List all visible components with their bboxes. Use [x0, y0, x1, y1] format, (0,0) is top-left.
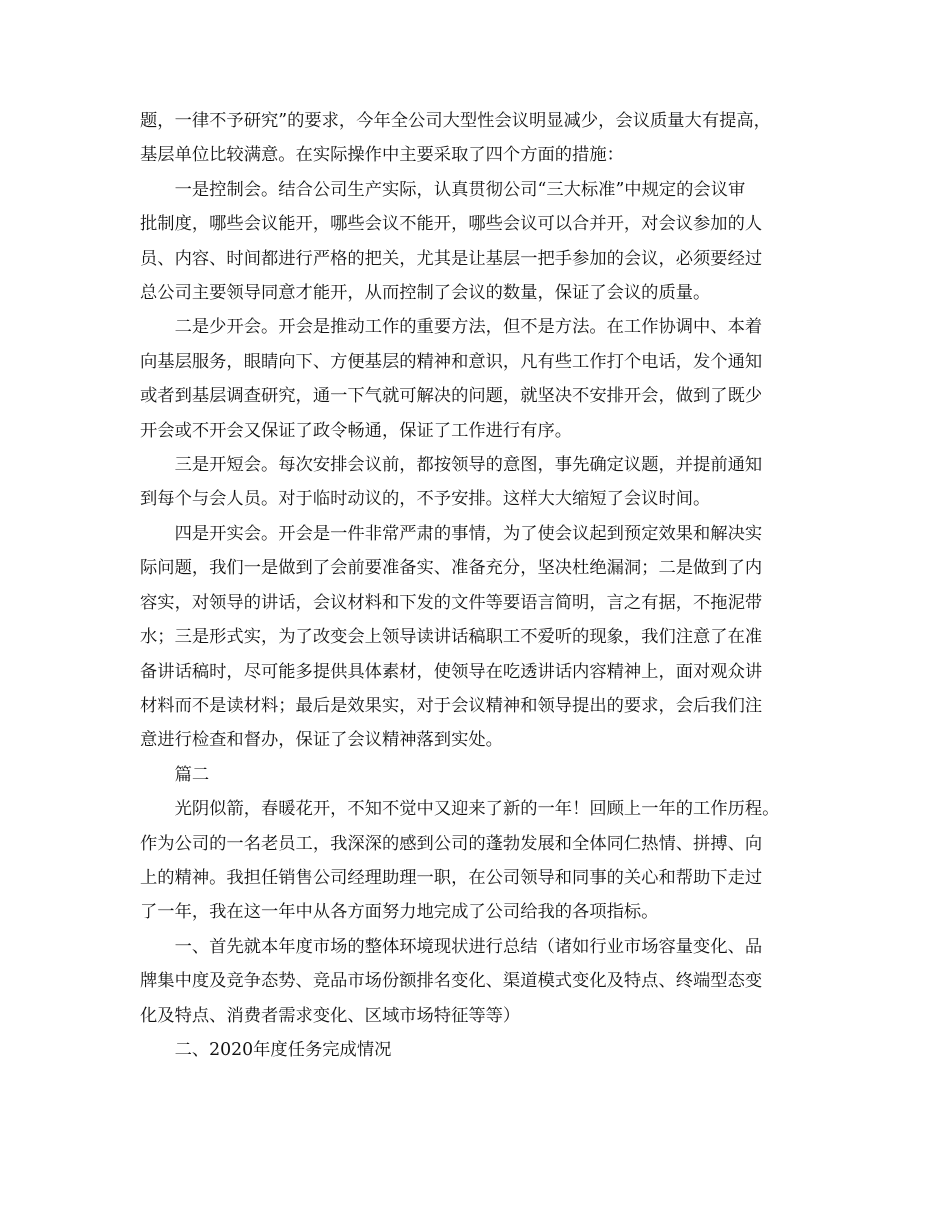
section-heading — [140, 758, 813, 792]
paragraph — [140, 930, 813, 1033]
text-line: 牌集中度及竞争态势、竞品市场份额排名变化、渠道模式变化及特点、终端型态变 — [140, 971, 763, 992]
text-line: 向基层服务，眼睛向下、方便基层的精神和意识，凡有些工作打个电话，发个通知 — [140, 351, 763, 372]
paragraph — [140, 104, 813, 173]
text-line: 一、首先就本年度市场的整体环境现状进行总结（诸如行业市场容量变化、品 — [174, 936, 763, 957]
paragraph — [140, 173, 813, 311]
text-line: 光阴似箭，春暖花开，不知不觉中又迎来了新的一年！回顾上一年的工作历程。 — [174, 799, 780, 820]
document-page — [140, 104, 813, 1067]
paragraph — [140, 517, 813, 758]
text-line: 备讲话稿时，尽可能多提供具体素材，使领导在吃透讲话内容精神上，面对观众讲 — [140, 661, 763, 682]
text-line: 上的精神。我担任销售公司经理助理一职，在公司领导和同事的关心和帮助下走过 — [140, 867, 763, 888]
text-line: 意进行检查和督办，保证了会议精神落到实处。 — [140, 730, 503, 751]
text-line: 到每个与会人员。对于临时动议的，不予安排。这样大大缩短了会议时间。 — [140, 489, 711, 510]
text-line: 作为公司的一名老员工，我深深的感到公司的蓬勃发展和全体同仁热情、拼搏、向 — [140, 833, 763, 854]
text-line: 材料而不是读材料；最后是效果实，对于会议精神和领导提出的要求，会后我们注 — [140, 695, 763, 716]
text-line: 水；三是形式实，为了改变会上领导读讲话稿职工不爱听的现象，我们注意了在准 — [140, 627, 763, 648]
text-line: 开会或不开会又保证了政令畅通，保证了工作进行有序。 — [140, 420, 573, 441]
text-line: 际问题，我们一是做到了会前要准备实、准备充分，坚决杜绝漏洞；二是做到了内 — [140, 558, 763, 579]
text-line: 容实，对领导的讲话，会议材料和下发的文件等要语言简明，言之有据，不拖泥带 — [140, 592, 763, 613]
text-line: 篇二 — [174, 764, 210, 785]
text-line: 题，一律不予研究”的要求，今年全公司大型性会议明显减少，会议质量大有提高， — [140, 111, 771, 131]
paragraph — [140, 448, 813, 517]
text-line: 批制度，哪些会议能开，哪些会议不能开，哪些会议可以合并开，对会议参加的人 — [140, 214, 763, 235]
text-line: 二是少开会。开会是推动工作的重要方法，但不是方法。在工作协调中、本着 — [174, 317, 763, 338]
text-line: 四是开实会。开会是一件非常严肃的事情，为了使会议起到预定效果和解决实 — [174, 523, 763, 544]
text-line: 或者到基层调查研究，通一下气就可解决的问题，就坚决不安排开会，做到了既少 — [140, 386, 763, 407]
text-line: 基层单位比较满意。在实际操作中主要采取了四个方面的措施： — [140, 145, 624, 166]
paragraph — [140, 310, 813, 448]
text-line: 了一年，我在这一年中从各方面努力地完成了公司给我的各项指标。 — [140, 902, 659, 923]
text-line: 二、2020年度任务完成情况 — [174, 1039, 392, 1060]
paragraph — [140, 1033, 813, 1067]
paragraph — [140, 792, 813, 930]
text-line: 员、内容、时间都进行严格的把关，尤其是让基层一把手参加的会议，必须要经过 — [140, 248, 763, 269]
text-line: 三是开短会。每次安排会议前，都按领导的意图，事先确定议题，并提前通知 — [174, 455, 763, 476]
text-line: 总公司主要领导同意才能开，从而控制了会议的数量，保证了会议的质量。 — [140, 283, 711, 304]
text-line: 化及特点、消费者需求变化、区域市场特征等等） — [140, 1005, 521, 1026]
text-line: 一是控制会。结合公司生产实际，认真贯彻公司“三大标准”中规定的会议审 — [174, 179, 746, 200]
